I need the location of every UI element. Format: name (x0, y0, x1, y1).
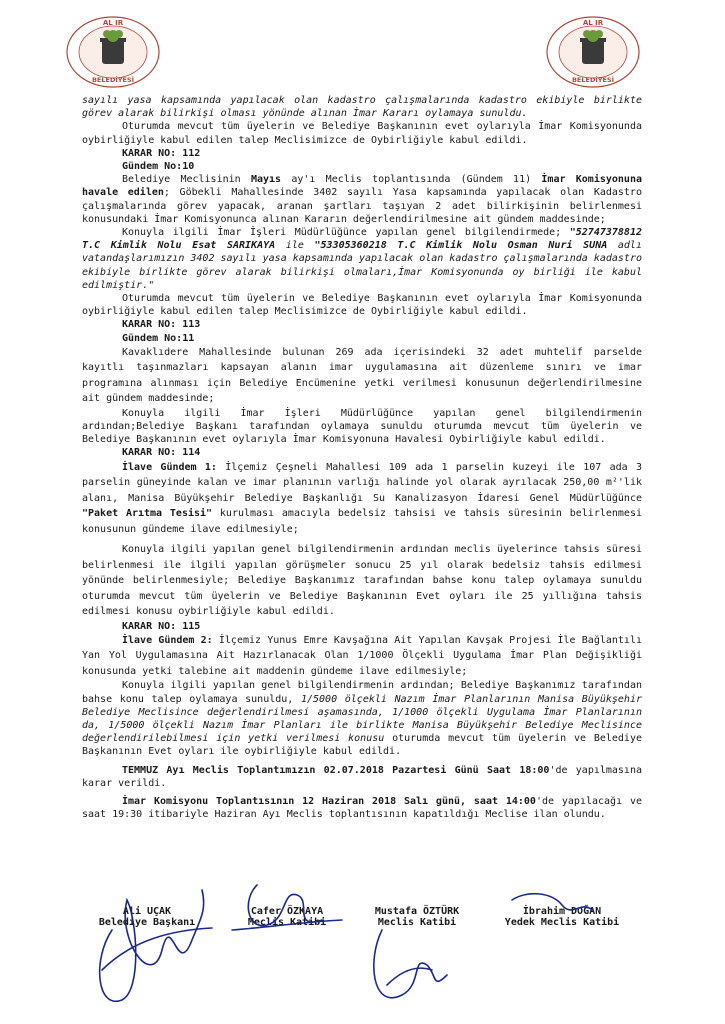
gundem-10-heading: Gündem No:10 (122, 161, 195, 173)
paragraph-vote-result: Oturumda mevcut tüm üyelerin ve Belediye Başkanının evet oylarıyla İmar Komisyonunda oybirliğiyle kabul edilen talep Meclisimizce de Oybirliğiyle kabul edildi. (82, 121, 642, 146)
signatory-name: Cafer ÖZKAYA (250, 906, 324, 917)
karar-113-paragraph-1: Kavaklıdere Mahallesinde bulunan 269 ada içerisindeki 32 adet muhtelif parselde kayıtlı taşınmazları kapsayan alanın imar uygulamasına ait düzenleme sınırı ve imar programına alınması için Belediye Encümenine yetki verilmesi konusunun değerlendirilmesine ait gündem maddesinde; (82, 346, 642, 405)
karar-115-heading: KARAR NO: 115 (122, 620, 201, 632)
signatory-title: Belediye Başkanı (98, 917, 196, 928)
karar-114-paragraph-2: Konuyla ilgili yapılan genel bilgilendirmenin ardından meclis üyelerince tahsis süresi belirlenmesi ile ilgili yapılan görüşmeler sonucu 25 yıl olarak bedelsiz tahsis edilmesi yönünde belirlenmesiyle; Belediye Başkanımız tarafından bahse konu talep oylamaya sunuldu oturumda mevcut tüm üyelerin ve Belediye Başkanının Evet oyları ile 25 yıllığına tahsis edilmesi konusu oybirliğiyle kabul edildi. (82, 544, 642, 618)
signature-secretary-2 (352, 906, 482, 928)
signature-substitute-secretary (482, 906, 642, 928)
karar-113-heading: KARAR NO: 113 (122, 319, 201, 331)
karar-115-paragraph-1: İlave Gündem 2: İlçemiz Yunus Emre Kavşağına Ait Yapılan Kavşak Projesi İle Bağlantılı Yan Yol Uygulamasına Ait Hazırlanacak Olan 1/1000 Ölçekli Uygulama İmar Plan Değişikliği konusunda yetki talebine ait maddenin gündeme ilave edilmesiyle; (82, 634, 642, 677)
logo-arc-text: AL IR (582, 19, 604, 27)
signatory-title: Meclis Katibi (377, 917, 457, 928)
karar-112-paragraph-1: Belediye Meclisinin Mayıs ay'ı Meclis toplantısında (Gündem 11) İmar Komisyonuna havale edilen; Göbekli Mahallesinde 3402 sayılı Yasa kapsamında yapılacak olan Kadastro çalışmalarında görev yapacak, aranan şartları taşıyan 2 adet bilirkişinin belirlenmesi konusundaki İmar Komisyonunca alınan Kararın değerlendirilmesine ait gündem maddesinde; (82, 174, 642, 225)
karar-112-paragraph-3: Oturumda mevcut tüm üyelerin ve Belediye Başkanının evet oylarıyla İmar Komisyonunda oybirliğiyle kabul edilen talep Meclisimizce de Oybirliğiyle kabul edildi. (82, 293, 642, 318)
logo-bottom-text: BELEDİYESİ (91, 76, 135, 84)
closing-paragraph-2: İmar Komisyonu Toplantısının 12 Haziran 2018 Salı günü, saat 14:00'de yapılacağı ve saat 19:30 itibariyle Haziran Ayı Meclis toplantısının kapatıldığı Meclise ilan olundu. (82, 796, 642, 821)
karar-113-paragraph-2: Konuyla ilgili İmar İşleri Müdürlüğünce yapılan genel bilgilendirmenin ardından;Belediye Başkanı tarafından oylamaya sunuldu oturumda mevcut tüm üyelerin ve Belediye Başkanının evet oylarıyla İmar Komisyonuna Havalesi Oybirliğiyle kabul edildi. (82, 407, 642, 446)
signature-secretary-1 (222, 906, 352, 928)
municipality-logo-left (64, 14, 162, 90)
logo-arc-text: AL IR (102, 19, 124, 27)
signatory-name: Ali UÇAK (122, 906, 172, 917)
gundem-11-heading: Gündem No:11 (122, 332, 195, 344)
signatory-title: Yedek Meclis Katibi (504, 917, 620, 928)
municipality-logo-right (544, 14, 642, 90)
logo-bottom-text: BELEDİYESİ (571, 76, 615, 84)
signature-mayor (82, 906, 212, 928)
karar-112-heading: KARAR NO: 112 (122, 147, 201, 159)
signatory-name: İbrahim DOĞAN (522, 906, 602, 917)
karar-115-paragraph-2: Konuyla ilgili yapılan genel bilgilendirmenin ardından; Belediye Başkanımız tarafından bahse konu talep oylamaya sunuldu, 1/5000 ölçekli Nazım İmar Planlarının Manisa Büyükşehir Belediye Meclisince değerlendirilmesi aşamasında, 1/1000 ölçekli Uygulama İmar Planlarının da, 1/5000 ölçekli Nazım İmar Planları ile birlikte Manisa Büyükşehir Belediye Meclisince değerlendirilebilmesi için yetki verilmesi konusu oturumda mevcut tüm üyelerin ve Belediye Başkanının Evet oyları ile oybirliğiyle kabul edildi. (82, 680, 642, 758)
closing-paragraph-1: TEMMUZ Ayı Meclis Toplantımızın 02.07.2018 Pazartesi Günü Saat 18:00'de yapılmasına karar verildi. (82, 764, 642, 789)
karar-114-paragraph-1: İlave Gündem 1: İlçemiz Çeşneli Mahallesi 109 ada 1 parselin kuzeyi ile 107 ada 3 parselin güneyinde kalan ve imar planının varlığı halinde yol olarak ayrılacak 250,00 m²'lik alanı, Manisa Büyükşehir Belediye Başkanlığı Su Kanalizasyon İdaresi Genel Müdürlüğünce "Paket Arıtma Tesisi" kurulması amacıyla bedelsiz tahsisi ve tahsis süresinin belirlenmesi konusunun gündeme ilave edilmesiyle; (82, 461, 643, 535)
signature-block (82, 906, 642, 956)
document-body (82, 94, 642, 821)
karar-114-heading: KARAR NO: 114 (122, 447, 201, 459)
signatory-name: Mustafa ÖZTÜRK (374, 906, 460, 917)
paragraph-continued: sayılı yasa kapsamında yapılacak olan kadastro çalışmalarında kadastro ekibiyle birlikte görev alarak bilirkişi olması yönünde alınan İmar Kararı oylamaya sunuldu. (82, 95, 642, 120)
karar-112-paragraph-2: Konuyla ilgili İmar İşleri Müdürlüğünce yapılan genel bilgilendirmede; "52747378812 T.C Kimlik Nolu Esat SARIKAYA ile "53305360218 T.C Kimlik Nolu Osman Nuri SUNA adlı vatandaşlarımızın 3402 sayılı yasa kapsamında yapılacak olan kadastro çalışmalarında kadastro ekibiyle birlikte görev alarak bilirkişi olmaları,İmar Komisyonunda oy birliği ile kabul edilmiştir." (82, 227, 642, 291)
signatory-title: Meclis Katibi (247, 917, 327, 928)
